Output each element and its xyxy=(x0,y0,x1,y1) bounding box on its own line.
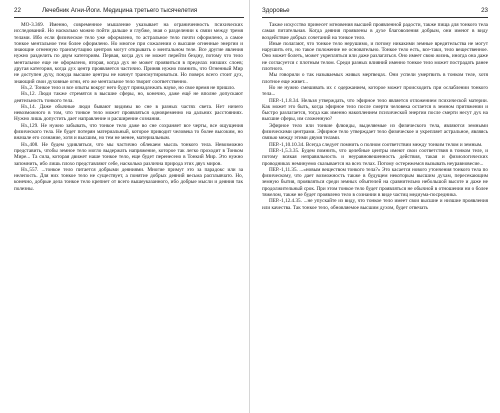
right-page-number: 23 xyxy=(481,7,488,14)
paragraph: Мы говорили о так называемых живых мертвецах. Они успели умертвить в тонком теле, хотя плотное еще живет... xyxy=(262,72,488,85)
right-page xyxy=(250,0,500,413)
right-page-body xyxy=(262,22,488,409)
paragraph: Иные полагают, что тонкое тело нерушимо, и потому никакими земные вредительства не могут нарушить его, но такое положение не основательно. Тонкое тело есть, все-таки, тело вещественное. Оно может болеть, может укрепляться или даже разлагаться. Оно имеет свою жизнь, иногда она даже не согласуется с плотным телом. Среди разных влияний именно тонкое тело может пострадать ранее плотного. xyxy=(262,40,488,73)
paragraph: Но не нужно смешивать их с одержанием, которое может происходить при ослаблении тонкого тела... xyxy=(262,84,488,98)
right-running-head: Здоровье xyxy=(262,7,290,14)
paragraph: МО-3.369. Именно, современное мышление указывает на ограниченность психических исследований. Но насколько можно пойти дальше и глубже, зная о разделении к связи между тремя телами. Ибо если физическое тело уже оформлено, то астральное тело почти оформлено, а самое тонкое ментальное тем более оформлено. Но многое при сожалении о высшие огненные энергии и знающие огненную трансмутацию центров могут открывать о ментальном теле. Все другие явления нужно разделить по двум категориям. Первая, когда дух не может перейти бездну, потому что тело ментальное еще не оформлено, вторая, когда дух не может проявиться в пределах низших слоев; другая категория, когда дух центр проявляется частично. Приняв нужно помнить, что Огненный Мир не доступен духу, покуда высшие центры не начнут трансмутироваться. Но поверх всего стоит дух, знающий свои духовные огни, его же ментальное тело творит соответственно. xyxy=(14,22,243,85)
paragraph: Нз.,129. Не нужно забывать, что тонкое тело даже во сне сохраняет все черты, все ощущения физического тела. Не будет потерян материальный, которое приводит человека то более высоким, но вначале его сознание, хотя и высшим, но тем не менее, материальным. xyxy=(14,122,243,142)
paragraph: ПЕР.-1,5.3.35. Будем помнить, что целебные центры имеют свои соответствия в тонком теле, и потому всякая неправильность и неуравновешенность действия, такая и физиологических проводниках неминуемо сказывается на всех телах. Потому остережемся вызывать неуравновесие... xyxy=(262,147,488,167)
left-page-number: 22 xyxy=(14,7,21,14)
paragraph: Нз.,14. Даже обычные люди бывают видимы во сне в разных частях света. Нет ничего невозможного в том, что тонкое тело может проявляться одновременно на дальних расстояниях. Нужно лишь допустить дает направление и расширение сознания. xyxy=(14,103,243,123)
paragraph: ПЕР.-1,10.10.34. Всегда следует помнить о полном соответствии между тонким телом и земным. xyxy=(269,141,483,148)
paragraph: ПЕР.-1,12.4.35. ...не упускайте из виду, что тонкое тело имеет свои высшие и низшие проявления или качества. Так тонкое тело, обновляемое высшим духом, будет отвечать xyxy=(262,198,488,211)
paragraph: Нз.,12. Люди также стремятся в высшие сферы, но, конечно, даже ещё не вполне допускают деятельность тонкого тела. xyxy=(14,91,243,104)
paragraph: Также искусство принесет мгновения высшей проявленной радости, также пища для тонкого тела самая питательная. Когда деяния проявлены в духе благоволения добрым, они имеют в виду воздействие добрых сочетаний на тонкое тело. xyxy=(262,22,488,41)
paragraph: Нз.,557. ...тонкое тело питается добрыми деяниями. Многие примут это за парадокс или за нелепость. Для них тонкое тело не существует, а понятие добрых деяний весьма расплывчато. Но, конечно, добрые дела тонкое тело крепнет от всего вышеуказанного, ибо добрые мысли и деяния так полезны. xyxy=(14,166,243,192)
paragraph: Нз.,408. Не будем удивляться, что мы частично облекаем мысль тонкого тела. Невозможно представить, чтобы земное тело могло выдержать напряжение, которое так легко проходит в Тонком Мире... Та сила, которая движет наше тонкое тело, еще будет перенесено в Тонкий Мир. Это нужно запомнить, ибо лишь плохо представляют себе, насколько различна природа этих двух миров. xyxy=(14,141,243,167)
left-header-rule xyxy=(14,17,244,18)
left-page-header xyxy=(14,5,244,17)
paragraph: ПЕР.-1,11.35. ...«новым веществом тонкого тела?» Это касается нового утончения тонкого тела по физическому, что дает возможность также в будущем некоторым высшим духам, пересекающим земную бытия, проявляться среди земных объятелей на сравнительно небольшой высоте и даже не продолжительный срок. При этом тонкое тело будет проявляться не обычной в отношении ни о более тяжелом, также не будет проявлено тело в сознании в виде частиц медиума-посредника. xyxy=(262,166,488,199)
right-page-header xyxy=(262,5,488,17)
right-header-rule xyxy=(262,17,488,18)
left-running-head: Лечебник Агни-Йоги. Медицина третьего тысячелетия xyxy=(42,7,198,14)
paragraph: Эфирное тело или тонкие флюиды, выделяемые из физического тела, являются земными физическими центрами. Эфирное тело утверждает тело физическое и укрепляет астральное, являясь связью между этими двумя телами. xyxy=(262,122,488,142)
paragraph: ПЕР.-1,1.8.34. Нельзя утверждать, что эфирное тело является отложением психической материи. Как может это быть, когда эфирное тело после смерти человека остается в земном притяжении и быстро разлагается, тогда как именно накоплением психической энергии после смерти несут дух на высшие сферы, им сложенную? xyxy=(262,97,488,123)
paragraph: Нз.,2. Тонкое тело и все опыты вокруг него будут принадлежать науке, но свое время не пришло. xyxy=(21,84,236,91)
left-page-body xyxy=(14,22,243,409)
